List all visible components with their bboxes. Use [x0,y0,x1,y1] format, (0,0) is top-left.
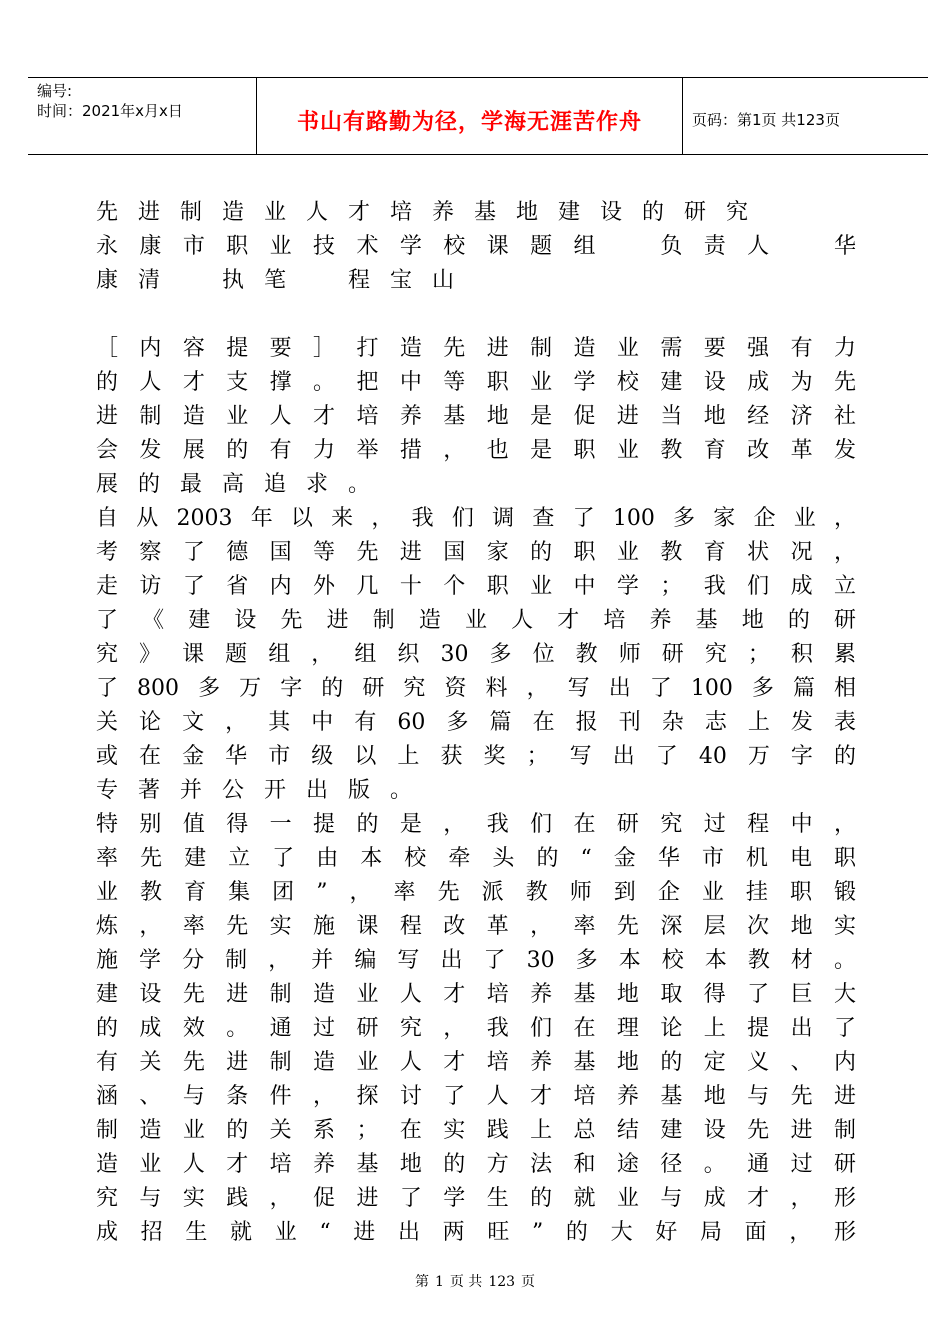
text-line: 自从2003年以来，我们调查了100多家企业， [96,506,856,531]
text-line: 考察了德国等先进国家的职业教育状况， [96,540,856,565]
text-line: ［内容提要］打造先进制造业需要强有力 [96,336,856,361]
text-line: 炼，率先实施课程改革，率先深层次地实 [96,914,856,939]
header-motto-cell [257,78,683,154]
text-line: 业教育集团”，率先派教师到企业挂职锻 [96,880,856,905]
text-line: 关论文，其中有60多篇在报刊杂志上发表 [96,710,856,735]
text-line: 率先建立了由本校牵头的“金华市机电职 [96,846,856,871]
text-line: 或在金华市级以上获奖；写出了40万字的 [96,744,856,769]
blank-line [96,298,856,332]
document-time-label: 时间：2021年x月x日 [37,102,183,120]
text-line: 专著并公开出版。 [96,778,433,803]
footer-suffix: 页 [521,1274,536,1290]
text-line: 的人才支撑。把中等职业学校建设成为先 [96,370,856,395]
text-line: 有关先进制造业人才培养基地的定义、内 [96,1050,856,1075]
text-line: 进制造业人才培养基地是促进当地经济社 [96,404,856,429]
text-line: 了《建设先进制造业人才培养基地的研 [96,608,856,633]
header-page-info: 页码：第1页 共123页 [692,111,840,129]
text-line: 涵、与条件，探讨了人才培养基地与先进 [96,1084,856,1109]
text-line: 究与实践，促进了学生的就业与成才，形 [96,1186,856,1211]
text-line: 制造业的关系；在实践上总结建设先进制 [96,1118,856,1143]
title-line: 先进制造业人才培养基地建设的研究 [96,200,769,225]
text-line: 特别值得一提的是，我们在研究过程中， [96,812,856,837]
text-line: 展的最高追求。 [96,472,391,497]
footer-mid: 页 共 [449,1274,483,1290]
text-line: 了800多万字的研究资料，写出了100多篇相 [96,676,856,701]
text-line: 走访了省内外几十个职业中学；我们成立 [96,574,856,599]
text-line: 造业人才培养基地的方法和途径。通过研 [96,1152,856,1177]
page-footer [0,1271,950,1291]
document-number-label: 编号: [37,82,73,100]
footer-prefix: 第 [414,1274,429,1290]
author-line: 康清 执笔 程宝山 [96,268,475,293]
author-line: 永康市职业技术学校课题组 负责人 华 [96,234,856,259]
footer-total-pages: 123 [488,1274,516,1290]
text-line: 会发展的有力举措，也是职业教育改革发 [96,438,856,463]
text-line: 究》课题组，组织30多位教师研究；积累 [96,642,856,667]
text-line: 建设先进制造业人才培养基地取得了巨大 [96,982,856,1007]
footer-page-number: 1 [434,1274,444,1290]
text-line: 施学分制，并编写出了30多本校本教材。 [96,948,856,973]
header-page-cell [683,78,928,154]
header-table [28,77,928,155]
text-line: 的成效。通过研究，我们在理论上提出了 [96,1016,856,1041]
text-line: 成招生就业“进出两旺”的大好局面，形 [96,1220,856,1245]
header-motto: 书山有路勤为径，学海无涯苦作舟 [296,110,642,135]
header-meta-cell [28,78,257,154]
document-body [96,196,856,1250]
